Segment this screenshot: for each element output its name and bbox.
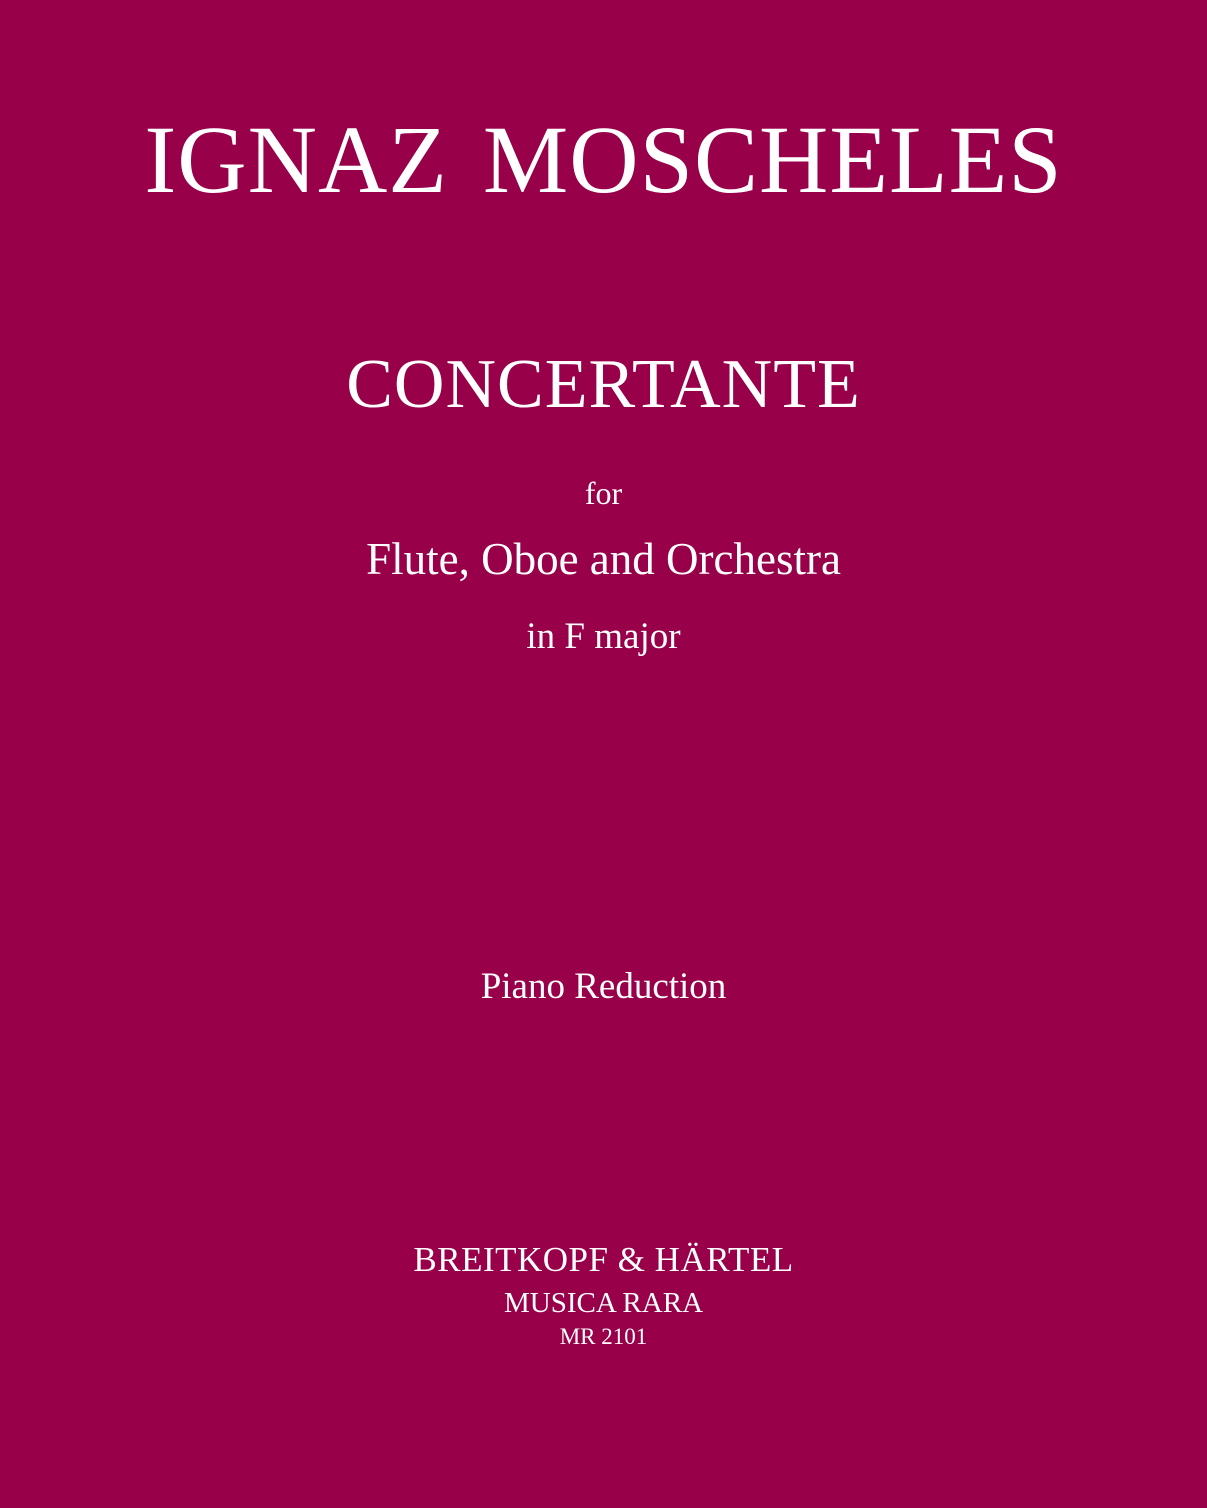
publisher-name: BREITKOPF & HÄRTEL bbox=[413, 1240, 794, 1279]
instrumentation: Flute, Oboe and Orchestra bbox=[366, 534, 841, 584]
catalog-number: MR 2101 bbox=[559, 1324, 648, 1349]
work-title: CONCERTANTE bbox=[346, 346, 861, 423]
for-label: for bbox=[584, 475, 623, 511]
edition-type: Piano Reduction bbox=[480, 966, 727, 1007]
composer-name: IGNAZ MOSCHELES bbox=[144, 106, 1063, 213]
key-signature: in F major bbox=[526, 616, 681, 657]
imprint-name: MUSICA RARA bbox=[503, 1287, 704, 1319]
